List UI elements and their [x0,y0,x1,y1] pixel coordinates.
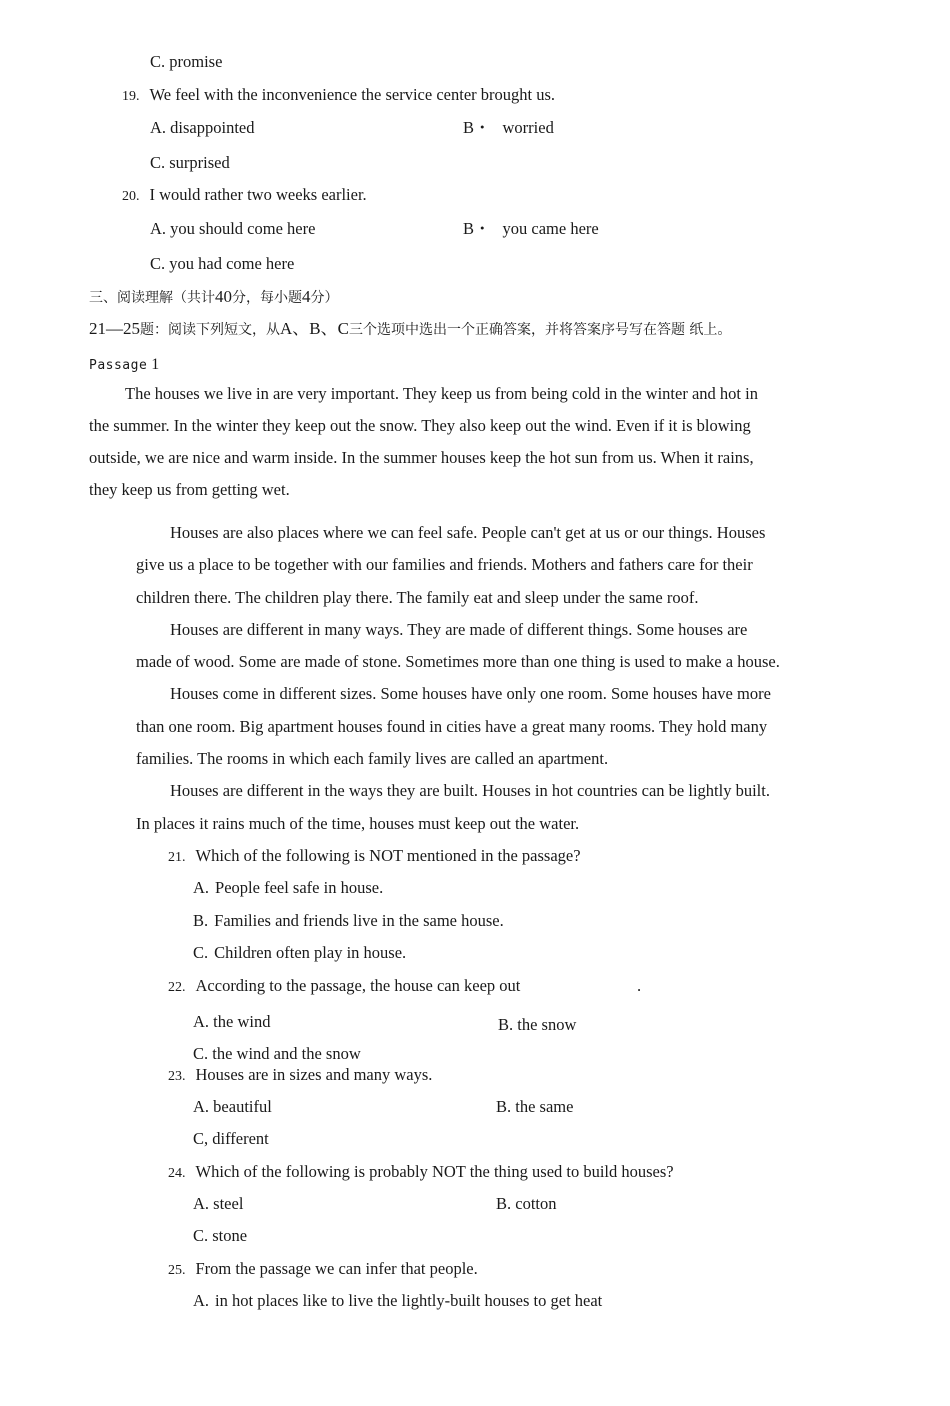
paragraph-3-line: made of wood. Some are made of stone. Sometimes more than one thing is used to make a house. [136,652,780,671]
q25-number: 25. [168,1263,186,1278]
q19-stem-text: We feel with the inconvenience the service center brought us. [149,85,556,104]
paragraph-5-line: Houses are different in the ways they are built. Houses in hot countries can be lightly built. [170,781,770,800]
q18-option-c: C. promise [150,52,223,71]
q23-stem [168,1064,432,1088]
q19-option-b [463,117,554,139]
q22-number: 22. [168,980,186,995]
q24-option-b: B. cotton [496,1194,557,1213]
paragraph-4-line: families. The rooms in which each family lives are called an apartment. [136,749,609,768]
q22-blank-end: . [637,976,642,995]
paragraph-1-line: outside, we are nice and warm inside. In the summer houses keep the hot sun from us. When it rains, [89,448,754,467]
q25-stem [168,1258,478,1282]
q23-option-c: C, different [193,1129,269,1148]
instruction-range: 21—25 [89,319,140,338]
paragraph-4-line: than one room. Big apartment houses found in cities have a great many rooms. They hold many [136,717,768,736]
paragraph-2-line: children there. The children play there. The family eat and sleep under the same roof. [136,588,699,607]
q21-option-a: A. People feel safe in house. [193,878,384,897]
q21-number: 21. [168,850,186,865]
q22-option-a: A. the wind [193,1012,271,1031]
paragraph-1-line: The houses we live in are very important. They keep us from being cold in the winter and hot in [125,384,758,403]
q20-number: 20. [122,189,140,204]
q23-stem-text: Houses are in sizes and many ways. [195,1065,433,1084]
q19-option-a: A. disappointed [150,118,255,137]
q20-option-b [463,218,599,240]
q22-stem [168,975,520,999]
q20-option-c: C. you had come here [150,254,295,273]
section-points-total: 40 [215,287,232,306]
q24-number: 24. [168,1166,186,1181]
q20-stem-text: I would rather two weeks earlier. [149,185,367,204]
instruction-options: A、B、C [280,319,349,338]
q19-number: 19. [122,89,140,104]
q24-stem-text: Which of the following is probably NOT the thing used to build houses? [195,1162,674,1181]
paragraph-2-line: give us a place to be together with our families and friends. Mothers and fathers care for their [136,555,753,574]
q24-option-a: A. steel [193,1194,244,1213]
q20-option-b-letter: B・ [463,219,491,238]
q21-stem-text: Which of the following is NOT mentioned in the passage? [195,846,581,865]
q24-option-c: C. stone [193,1226,248,1245]
section-heading: 三、阅读理解（共计40分，每小题4分） [89,287,339,306]
passage-number: 1 [151,356,160,373]
passage-label: Passage 1 [89,356,160,373]
q21-option-b: B. Families and friends live in the same house. [193,911,504,930]
q21-stem [168,845,581,869]
q20-option-a: A. you should come here [150,219,316,238]
q24-stem [168,1161,674,1185]
q19-stem [122,84,555,108]
q19-option-b-letter: B・ [463,118,491,137]
section-points-each: 4 [302,287,311,306]
q20-stem [122,184,367,208]
paragraph-1-line: they keep us from getting wet. [89,480,290,499]
q20-option-b-text: you came here [502,219,599,238]
paragraph-2-line: Houses are also places where we can feel safe. People can't get at us or our things. Houses [170,523,766,542]
q21-option-c: C. Children often play in house. [193,943,407,962]
q23-option-a: A. beautiful [193,1097,272,1116]
q22-stem-text: According to the passage, the house can keep out [195,976,521,995]
reading-instruction: 21—25题：阅读下列短文，从A、B、C三个选项中选出一个正确答案，并将答案序号写在答题 纸上。 [89,319,732,338]
paragraph-5-line: In places it rains much of the time, houses must keep out the water. [136,814,580,833]
q25-option-a: A. in hot places like to live the lightly-built houses to get heat [193,1291,603,1310]
paragraph-1-line: the summer. In the winter they keep out the snow. They also keep out the wind. Even if it is blowing [89,416,751,435]
q22-option-b: B. the snow [498,1015,577,1034]
q23-option-b: B. the same [496,1097,574,1116]
paragraph-4-line: Houses come in different sizes. Some houses have only one room. Some houses have more [170,684,771,703]
q22-option-c: C. the wind and the snow [193,1044,361,1063]
q19-option-c: C. surprised [150,153,230,172]
paragraph-3-line: Houses are different in many ways. They are made of different things. Some houses are [170,620,748,639]
q25-stem-text: From the passage we can infer that people. [195,1259,478,1278]
q19-option-b-text: worried [502,118,554,137]
q23-number: 23. [168,1069,186,1084]
